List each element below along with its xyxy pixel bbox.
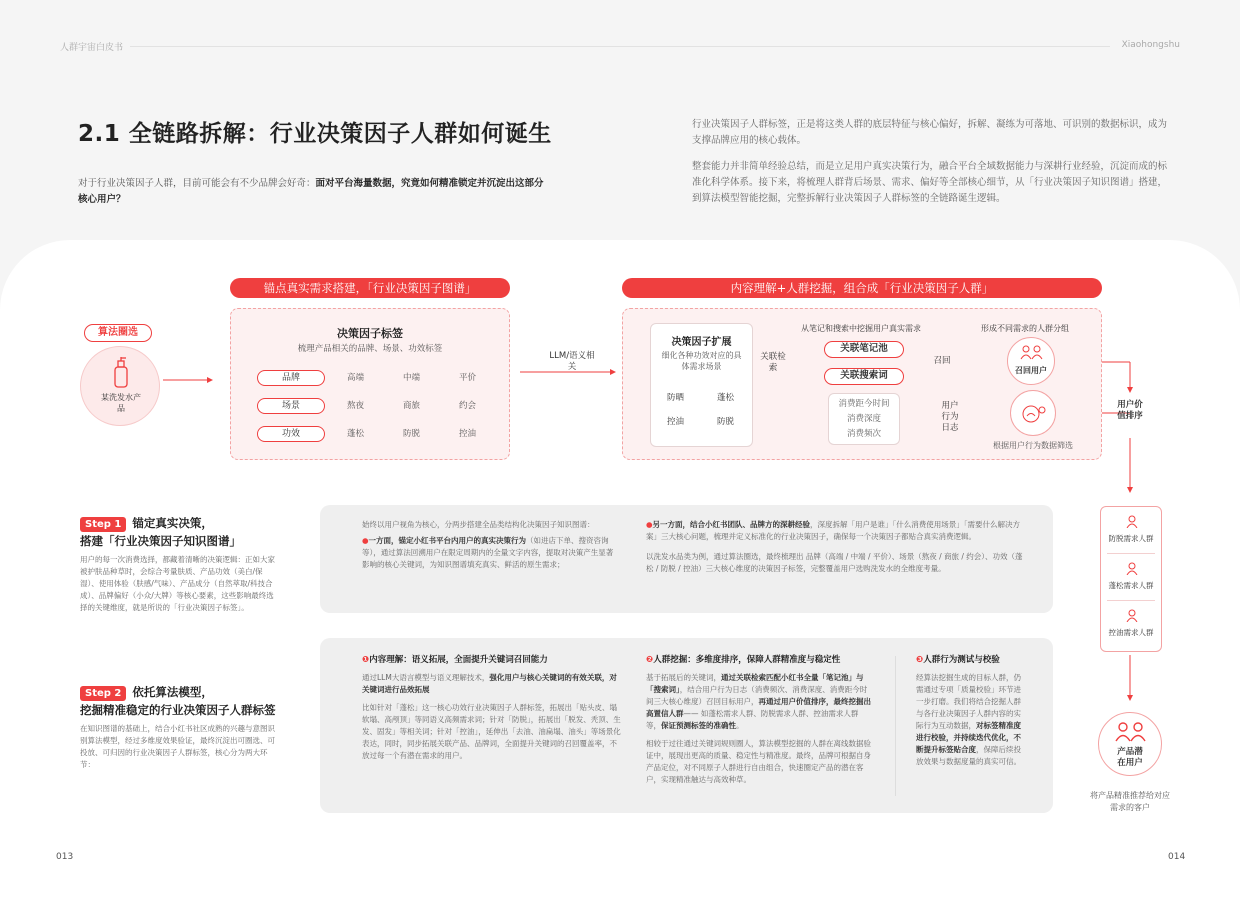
behavior-metric: 消费频次 [846,429,881,439]
header-left: 人群宇宙白皮书 [60,43,124,53]
step1-title: Step 1 锚定真实决策， [80,514,310,532]
user-behavior-icon [1021,404,1047,424]
tag-value: 平价 [459,373,477,383]
expand-item: 控油 [667,417,685,427]
header-right: Xiaohongshu [1121,40,1180,50]
step2-badge: Step 2 [80,686,126,701]
search-term-pill: 关联搜索词 [824,368,904,385]
tag-box-title: 决策因子标签 [337,327,403,340]
step2-detail-box [320,638,1053,813]
step1-detail-box [320,505,1053,613]
right-paragraph-2: 整套能力并非简单经验总结，而是立足用户真实决策行为，融合平台全域数据能力与深耕行业经验，沉淀而成的标准化科学体系。接下来，将梳理人群背后场景、需求、偏好等全部核心细节，从「行业决策因子知识图谱」搭建，到算法模型智能挖掘，完整拆解行业决策因子人群标签的全链路诞生逻辑。 [692,161,1168,204]
step2-col1: ❶内容理解：语义拓展，全面提升关键词召回能力 通过LLM大语言模型与语义理解技术，强化用户与核心关键词的有效关联，对关键词进行品效拓展 比如针对「蓬松」这一核心功效行业决策因子人群标签，拓展出「贴头皮、塌软塌、高颅顶」等同语义高频需求词；针对「防脱」，拓展出「脱发、秃顶、生发、固发」等相关词；针对「控油」，延伸出「去油、油扁塌、油头」等场景化表达，同时，同步拓展关联产品、品牌词，全面提升关键词的召回覆盖率，不放过每一个有潜在需求的用户。 [362,655,621,760]
expand-item: 蓬松 [717,393,735,403]
llm-label: LLM/语义相关 [549,351,595,372]
right-paragraph-1: 行业决策因子人群标签，正是将这类人群的底层特征与核心偏好，拆解、凝练为可落地、可识别的数据标识，成为支撑品牌应用的核心载体。 [692,119,1168,146]
expand-item: 防脱 [717,417,735,427]
recall-label: 召回 [933,356,951,366]
tag-value: 高端 [347,373,365,383]
recall-user-label: 召回用户 [1015,366,1047,375]
algo-tag: 算法圈选 [84,324,152,342]
segment-label: 控油需求人群 [1108,628,1154,637]
groups-bottom-label: 根据用户行为数据筛选 [993,441,1073,450]
tag-value: 控油 [459,429,477,439]
tag-value: 熬夜 [347,401,365,411]
filter-circle [1010,390,1056,436]
segment-label: 防脱需求人群 [1108,534,1154,543]
step2-title: Step 2 依托算法模型， [80,683,310,701]
step1-badge: Step 1 [80,517,126,532]
step1-title-2: 搭建「行业决策因子知识图谱」 [80,534,241,548]
step1-right-text: ●另一方面，结合小红书团队、品牌方的深耕经验，深度拆解「用户是谁」「什么消费使用场景」「需要什么解决方案」三大核心问题，梳理并定义标准化的行业决策因子，确保每一个决策因子都贴合真实消费逻辑。 以洗发水品类为例，通过算法圈选，最终梳理出 品牌（高端 / 中端 / 平价）、场景（熬夜 / 商旅 / 约会）、功效（蓬松 / 防脱 / 控油）三大核心维度的决策因子标签，完整覆盖用户选购洗发水的全维度考量。 [646,520,1023,573]
intro-paragraph: 对于行业决策因子人群，目前可能会有不少品牌会好奇：面对平台海量数据，究竟如何精准锁定并沉淀出这部分核心用户？ [78,178,544,205]
band-left: 锚点真实需求搭建，「行业决策因子图谱」 [230,278,510,298]
step2-title-2: 挖掘精准稳定的行业决策因子人群标签 [80,703,276,717]
step1-left-text: 始终以用户视角为核心，分两步搭建全品类结构化决策因子知识图谱： ●一方面，锚定小红书平台内用户的真实决策行为（如进店下单、搜资咨询等），通过算法回溯用户在限定周期内的全量文字内容，提取对决策产生显著影响的核心关键词，为知识图谱填充真实、鲜活的原生需求； [362,520,614,569]
assoc-label: 关联检索 [760,352,786,373]
note-pool-pill: 关联笔记池 [824,341,904,358]
step1-block [80,514,310,614]
behavior-metric: 消费深度 [846,414,881,424]
product-label: 某洗发水产品 [101,393,141,413]
potential-user-circle [1098,712,1162,776]
tag-value: 蓬松 [347,429,365,439]
page-number-left: 013 [56,852,74,862]
behavior-metric: 消费距今时间 [838,399,890,409]
value-ranking-label: 用户价值排序 [1117,400,1143,421]
segment-divider [1107,553,1155,554]
groups-top-label: 形成不同需求的人群分组 [981,324,1069,333]
page-title: 2.1 全链路拆解：行业决策因子人群如何诞生 [78,121,552,147]
tag-box-sub: 梳理产品相关的品牌、场景、功效标签 [297,344,443,354]
tag-value: 中端 [403,373,421,383]
assoc-top-label: 从笔记和搜索中挖掘用户真实需求 [801,324,921,333]
decision-tag-box [230,308,510,460]
product-circle [80,346,160,426]
behavior-log-label: 用户行为日志 [941,401,959,433]
users-icon [1115,721,1147,743]
user-icon [1126,515,1138,528]
tag-value: 商旅 [403,401,421,411]
factor-expand-box [650,323,753,447]
potential-desc: 将产品精准推荐给对应需求的客户 [1090,791,1170,812]
expand-title: 决策因子扩展 [671,337,732,348]
expand-item: 防晒 [667,393,685,403]
users-icon [1020,345,1044,361]
step2-block [80,683,310,771]
user-icon [1126,562,1138,575]
potential-user-label: 产品潜在用户 [1117,747,1143,768]
step2-desc: 在知识图谱的基础上，结合小红书社区成熟的兴趣与意图识别算法模型，经过多维度效果验证，最终沉淀出可圈选、可投放、可归因的行业决策因子人群标签，核心分为两大环节： [80,724,275,769]
column-divider [895,656,896,796]
segment-divider [1107,600,1155,601]
user-icon [1126,609,1138,622]
band-right: 内容理解+人群挖掘，组合成「行业决策因子人群」 [622,278,1102,298]
tag-value: 防脱 [403,429,421,439]
step1-desc: 用户的每一次消费选择，都藏着清晰的决策逻辑：正如大家被护肤品种草时，会综合考量肤质、产品功效（美白/保湿）、使用体验（肤感/气味）、产品成分（自然萃取/科技合成）、品牌偏好（小众/大牌）等核心要素，这些影响最终选择的关键维度，就是所说的「行业决策因子标签」。 [80,555,275,612]
shampoo-bottle-icon [111,357,131,389]
segment-label: 蓬松需求人群 [1108,581,1154,590]
expand-sub: 细化各种功效对应的具体需求场景 [661,351,742,371]
tag-row-label: 场景 [257,398,325,414]
tag-row-label: 品牌 [257,370,325,386]
step2-col3: ❸人群行为测试与校验 经算法挖掘生成的目标人群，仍需通过专项「质量校验」环节进一步打磨。我们将结合挖掘人群与各行业决策因子人群内容的实际行为互动数据，对标签精准度进行校验，并持续迭代优化，不断提升标签贴合度，保障后续投放效果与数据度量的真实可信。 [916,655,1021,766]
segment-list [1100,506,1162,652]
tag-value: 约会 [459,401,477,411]
recall-user-circle [1007,337,1055,385]
tag-row-label: 功效 [257,426,325,442]
page-number-right: 014 [1168,852,1186,862]
step2-col2: ❷人群挖掘：多维度排序，保障人群精准度与稳定性 基于拓展后的关键词，通过关联检索匹配小红书全量「笔记池」与「搜索词」，结合用户行为日志（消费频次、消费深度、消费距今时间三大核心维度）召回目标用户，再通过用户价值排序，最终挖掘出高置信人群—— 如蓬松需求人群、防脱需求人群、控油需求人群等，保证预测标签的准确性。 相较于过往通过关键词规则圈人，算法模型挖掘的人群在离线数据验证中，展现出更高的质量、稳定性与精准度。最终，品牌可根据自身产品定位，对不同原子人群进行自由组合，快速圈定产品的潜在客户，实现精准触达与高效种草。 [646,655,871,784]
behavior-metrics-box [828,393,900,445]
